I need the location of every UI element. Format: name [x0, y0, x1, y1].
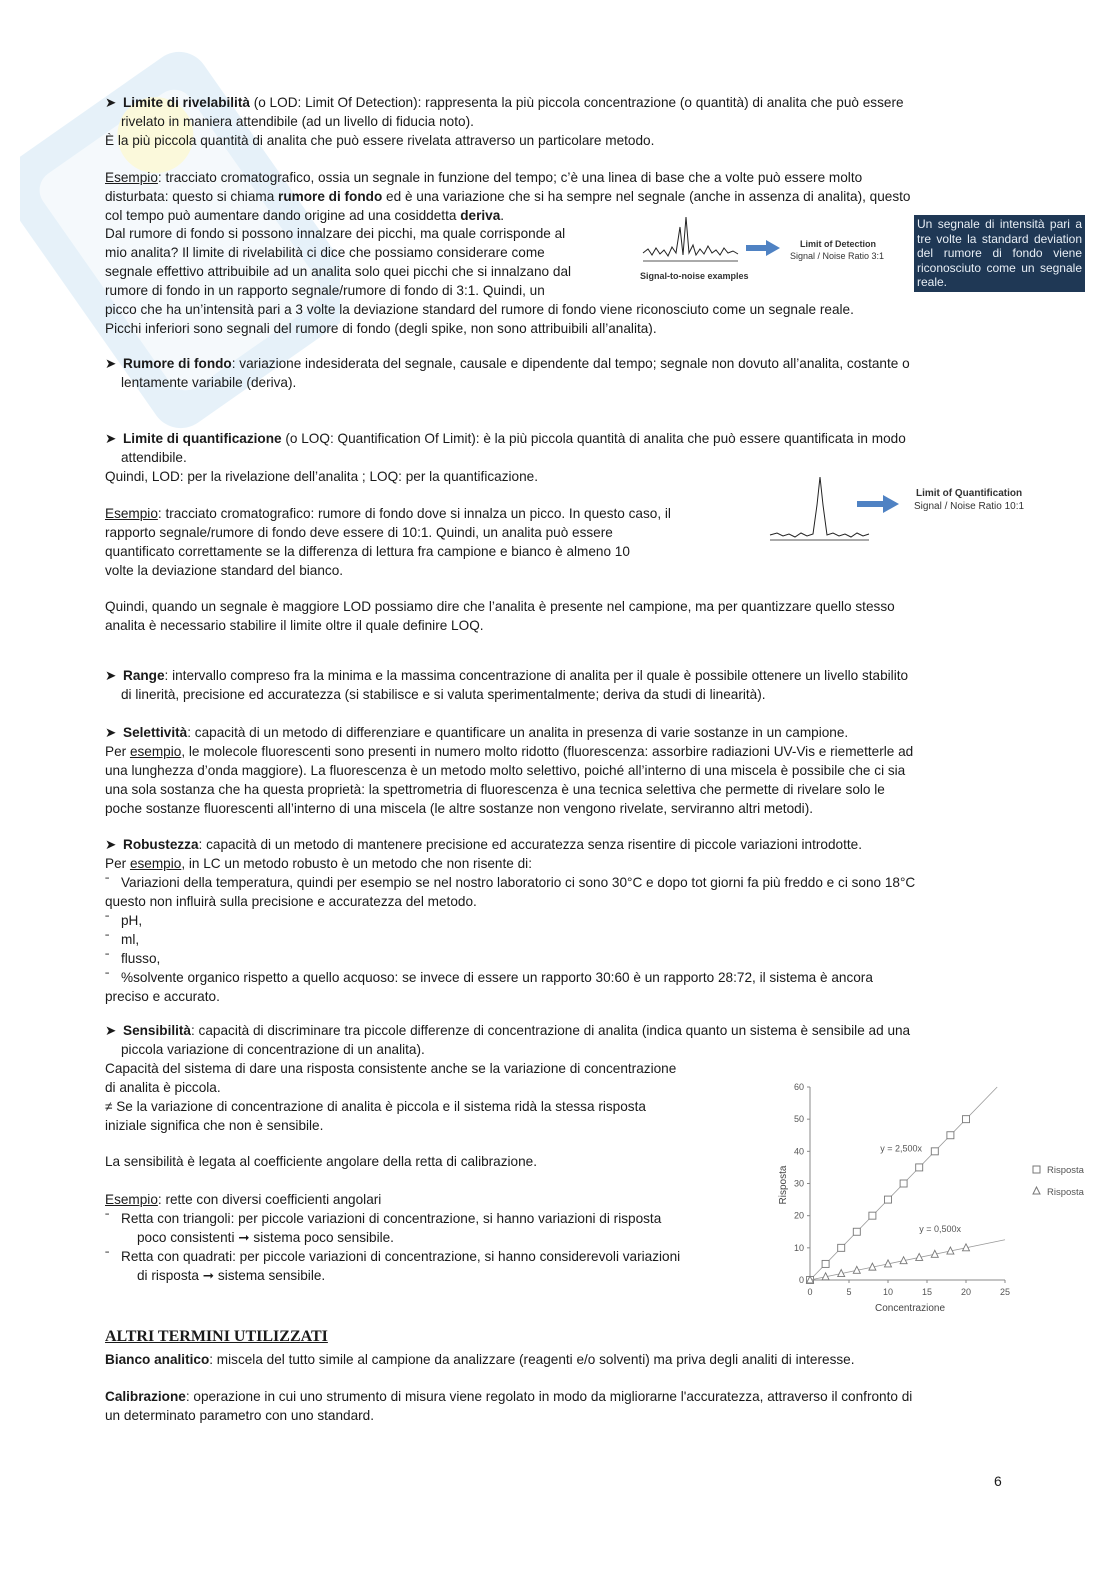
loq-line2: attendibile. [121, 450, 187, 465]
sensitivity-tri2: poco consistenti ➞ sistema poco sensibile. [137, 1230, 394, 1245]
chart-x-label: Concentrazione [874, 1303, 946, 1314]
arrow-bullet-icon: ➤ [105, 837, 117, 852]
calibration-line2: un determinato parametro con uno standard. [105, 1408, 375, 1423]
lod-example-label: Esempio [105, 170, 158, 185]
sensitivity-calibration-note [105, 1152, 755, 1171]
robustness-term: Robustezza [123, 837, 199, 852]
sensitivity-tri1: Retta con triangoli: per piccole variazioni di concentrazione, si hanno variazioni di risposta [121, 1211, 662, 1226]
selectivity-paragraph [105, 723, 1005, 818]
blank-paragraph [105, 1350, 1005, 1369]
noise-line2: lentamente variabile (deriva). [121, 375, 297, 390]
calibration-term: Calibrazione [105, 1389, 186, 1404]
sensitivity-example [105, 1190, 755, 1285]
arrow-icon [746, 240, 780, 256]
arrow-icon [857, 495, 899, 513]
loq-conclusion [105, 597, 1005, 635]
x-tick-label: 25 [999, 1287, 1011, 1297]
square-point [869, 1212, 876, 1219]
noise-line1: : variazione indesiderata del segnale, causale e dipendente dal tempo; segnale non dovuto all’analita, costante o [231, 356, 910, 371]
selectivity-line1: : capacità di un metodo di differenziare e quantificare un analita in presenza di varie sostanze in un campione. [187, 725, 849, 740]
lod-ex2a: disturbata: questo si chiama [105, 189, 279, 204]
selectivity-line3: una lunghezza d’onda maggiore). La fluorescenza è un metodo molto selettivo, poiché all’interno di una miscela è possibile che ci sia [105, 763, 906, 778]
loq-q1: Quindi, quando un segnale è maggiore LOD possiamo dire che l’analita è presente nel campione, ma per quantizzare quello stesso [105, 599, 895, 614]
drift-term-inline: deriva [460, 208, 501, 223]
y-tick-label: 20 [793, 1210, 804, 1221]
legend-square-icon [1033, 1166, 1040, 1173]
loq-example-label: Esempio [105, 506, 158, 521]
sensitivity-line4: di analita è piccola. [105, 1080, 221, 1095]
lod-callout-box [914, 215, 1085, 292]
sensitivity-line7: La sensibilità è legata al coefficiente angolare della retta di calibrazione. [105, 1154, 538, 1169]
lod-p3: segnale effettivo attribuibile ad un analita solo quei picchi che si innalzano dal [105, 264, 572, 279]
dash-bullet: ˉ [105, 875, 110, 890]
loq-ex2: rapporto segnale/rumore di fondo deve essere di 10:1. Quindi, un analita può essere [105, 525, 613, 540]
x-tick-label: 10 [882, 1287, 894, 1297]
square-point [900, 1180, 907, 1187]
selectivity-term: Selettività [123, 725, 188, 740]
lod-ex2c: ed è una variazione che si ha sempre nel segnale (anche in assenza di analita), questo [382, 189, 911, 204]
square-point [822, 1260, 829, 1267]
loq-example [105, 504, 755, 580]
loq-q2: analita è necessario stabilire il limite oltre il quale definire LOQ. [105, 618, 484, 633]
robustness-item1a: Variazioni della temperatura, quindi per esempio se nel nostro laboratorio ci sono 30°C e dopo tot giorni fa più freddo e ci sono 18°C [121, 875, 916, 890]
loq-ex3: quantificato correttamente se la differenza di lettura fra campione e bianco è almeno 10 [105, 544, 630, 559]
lod-fig-caption: Signal-to-noise examples [640, 271, 749, 281]
loq-term: Limite di quantificazione [123, 431, 282, 446]
noise-paragraph [105, 354, 1005, 392]
square-point [916, 1164, 923, 1171]
legend-triangle-icon [1033, 1187, 1040, 1194]
lod-line2: rivelato in maniera attendibile (ad un livello di fiducia noto). [121, 114, 474, 129]
loq-fig-subtitle: Signal / Noise Ratio 10:1 [914, 501, 1025, 512]
blank-term: Bianco analitico [105, 1352, 210, 1367]
square-point [885, 1196, 892, 1203]
lod-p4: rumore di fondo in un rapporto segnale/rumore di fondo di 3:1. Quindi, un [105, 283, 545, 298]
dash-bullet: ˉ [105, 913, 110, 928]
x-tick-label: 15 [921, 1287, 933, 1297]
lod-p1: Dal rumore di fondo si possono innalzare dei picchi, ma quale corrisponde al [105, 226, 566, 241]
chart-y-label: Risposta [778, 1165, 789, 1205]
robustness-example-label: esempio [129, 856, 182, 871]
lod-term: Limite di rivelabilità [123, 95, 250, 110]
selectivity-line5: poche sostanze fluorescenti all’interno di una miscela (le altre sostanze non vengono rivelate, serviranno altri metodi). [105, 801, 814, 816]
dash-bullet: ˉ [105, 951, 110, 966]
y-tick-label: 60 [793, 1082, 804, 1092]
loq-ex1: : tracciato cromatografico: rumore di fondo dove si innalza un picco. In questo caso, il [157, 506, 671, 521]
robustness-item5a: %solvente organico rispetto a quello acquoso: se invece di essere un rapporto 30:60 è un rapporto 28:72, il sistema è ancora [121, 970, 873, 985]
loq-fig-title: Limit of Quantification [916, 488, 1023, 499]
lod-peaks-text [105, 224, 625, 300]
robustness-item3: ml, [121, 932, 140, 947]
lod-p6: Picchi inferiori sono segnali del rumore di fondo (degli spike, non sono attribuibili all’analita). [105, 321, 657, 336]
robustness-line2a: Per [105, 856, 130, 871]
sensitivity-line5: ≠ Se la variazione di concentrazione di analita è piccola e il sistema ridà la stessa risposta [105, 1099, 646, 1114]
loq-ex4: volte la deviazione standard del bianco. [105, 563, 344, 578]
square-point [963, 1116, 970, 1123]
lod-line3: È la più piccola quantità di analita che può essere rivelata attraverso un particolare metodo. [105, 133, 655, 148]
sensitivity-sq1: Retta con quadrati: per piccole variazioni di concentrazione, si hanno considerevoli variazioni [121, 1249, 681, 1264]
lod-ex3a: col tempo può aumentare dando origine ad una cosiddetta [105, 208, 461, 223]
arrow-bullet-icon: ➤ [105, 95, 117, 110]
x-tick-label: 5 [846, 1287, 852, 1297]
range-line2: di linerità, precisione ed accuratezza (si stabilisce e si valuta sperimentalmente; deriva da studi di linearità). [121, 687, 766, 702]
loq-line3: Quindi, LOD: per la rivelazione dell’analita ; LOQ: per la quantificazione. [105, 469, 538, 484]
robustness-paragraph [105, 835, 1005, 1006]
robustness-line2c: , in LC un metodo robusto è un metodo che non risente di: [181, 856, 532, 871]
sensitivity-ex1: : rette con diversi coefficienti angolari [157, 1192, 382, 1207]
sensitivity-details [105, 1059, 755, 1135]
legend-label: Risposta [1047, 1165, 1084, 1176]
sensitivity-line3: Capacità del sistema di dare una risposta consistente anche se la variazione di concentrazione [105, 1061, 677, 1076]
range-paragraph [105, 666, 1005, 704]
others-heading: ALTRI TERMINI UTILIZZATI [105, 1328, 328, 1345]
loq-line1: (o LOQ: Quantification Of Limit): è la più piccola quantità di analita che può essere quantificata in modo [281, 431, 906, 446]
square-point [947, 1132, 954, 1139]
noise-term: Rumore di fondo [123, 356, 232, 371]
sensitivity-term: Sensibilità [123, 1023, 191, 1038]
range-term: Range [123, 668, 165, 683]
lod-fig-subtitle: Signal / Noise Ratio 3:1 [790, 251, 885, 261]
loq-chromatogram-figure [765, 475, 910, 545]
selectivity-line2c: , le molecole fluorescenti sono presenti in numero molto ridotto (fluorescenza: assorbire radiazioni UV-Vis e riemetterle ad [181, 744, 914, 759]
dash-bullet: ˉ [105, 932, 110, 947]
sensitivity-line1: : capacità di discriminare tra piccole differenze di concentrazione di analita (indica quanto un sistema è sensibile ad una [191, 1023, 911, 1038]
y-tick-label: 50 [793, 1114, 804, 1125]
square-point [838, 1244, 845, 1251]
sensitivity-paragraph [105, 1021, 1005, 1059]
lod-fig-title: Limit of Detection [800, 239, 876, 249]
selectivity-line4: una sola sostanza che ha questa proprietà: la spettrometria di fluorescenza è una tecnica selettiva che permette di rivelare solo le [105, 782, 885, 797]
arrow-bullet-icon: ➤ [105, 356, 117, 371]
lod-paragraph [105, 93, 1005, 150]
lod-callout-text: Un segnale di intensità pari a tre volte la standard deviation del rumore di fondo viene riconosciuto come un segnale reale. [917, 217, 1082, 289]
lod-p5: picco che ha un’intensità pari a 3 volte la deviazione standard del rumore di fondo viene riconosciuto come un segnale reale. [105, 302, 854, 317]
robustness-line1: : capacità di un metodo di mantenere precisione ed accuratezza senza risentire di piccole variazioni introdotte. [198, 837, 862, 852]
arrow-bullet-icon: ➤ [105, 668, 117, 683]
lod-p2: mio analita? Il limite di rivelabilità ci dice che possiamo considerare come [105, 245, 545, 260]
equation-label: y = 2,500x [880, 1143, 922, 1154]
calibration-chart [770, 1075, 1100, 1320]
arrow-bullet-icon: ➤ [105, 1023, 117, 1038]
robustness-item2: pH, [121, 913, 143, 928]
arrow-bullet-icon: ➤ [105, 431, 117, 446]
x-tick-label: 0 [807, 1287, 813, 1297]
range-line1: : intervallo compreso fra la minima e la massima concentrazione di analita per il quale è possibile ottenere un livello stabilito [164, 668, 909, 683]
blank-text: : miscela del tutto simile al campione da analizzare (reagenti e/o solventi) ma priva degli analiti di interesse. [209, 1352, 855, 1367]
noise-term-inline: rumore di fondo [278, 189, 383, 204]
lod-chromatogram-figure [638, 215, 788, 270]
dash-bullet: ˉ [105, 1249, 110, 1264]
y-tick-label: 30 [793, 1178, 804, 1189]
square-point [931, 1148, 938, 1155]
calibration-paragraph [105, 1387, 1005, 1425]
dash-bullet: ˉ [105, 1211, 110, 1226]
y-tick-label: 40 [793, 1146, 804, 1157]
y-tick-label: 10 [793, 1242, 804, 1253]
selectivity-line2a: Per [105, 744, 130, 759]
lod-line1: (o LOD: Limit Of Detection): rappresenta la più piccola concentrazione (o quantità) di analita che può essere [249, 95, 904, 110]
legend-label: Risposta [1047, 1187, 1084, 1198]
robustness-item4: flusso, [121, 951, 161, 966]
robustness-item1b: questo non influirà sulla precisione e accuratezza del metodo. [105, 894, 477, 909]
x-tick-label: 20 [960, 1287, 972, 1297]
sensitivity-line6: iniziale significa che non è sensibile. [105, 1118, 324, 1133]
dash-bullet: ˉ [105, 970, 110, 985]
robustness-item5b: preciso e accurato. [105, 989, 220, 1004]
equation-label: y = 0,500x [919, 1223, 961, 1234]
square-point [853, 1228, 860, 1235]
arrow-bullet-icon: ➤ [105, 725, 117, 740]
lod-peaks-text-2 [105, 300, 1005, 338]
sensitivity-sq2: di risposta ➞ sistema sensibile. [137, 1268, 326, 1283]
lod-ex3c: . [500, 208, 505, 223]
sensitivity-example-label: Esempio [105, 1192, 158, 1207]
page-number: 6 [994, 1473, 1002, 1489]
lod-example [105, 168, 1005, 225]
sensitivity-line2: piccola variazione di concentrazione di un analita). [121, 1042, 425, 1057]
selectivity-example-label: esempio [129, 744, 182, 759]
lod-ex1: : tracciato cromatografico, ossia un segnale in funzione del tempo; c’è una linea di base che a volte può essere molto [157, 170, 863, 185]
y-tick-label: 0 [798, 1275, 804, 1285]
calibration-line1: : operazione in cui uno strumento di misura viene regolato in modo da migliorarne l'accuratezza, attraverso il confronto di [185, 1389, 913, 1404]
